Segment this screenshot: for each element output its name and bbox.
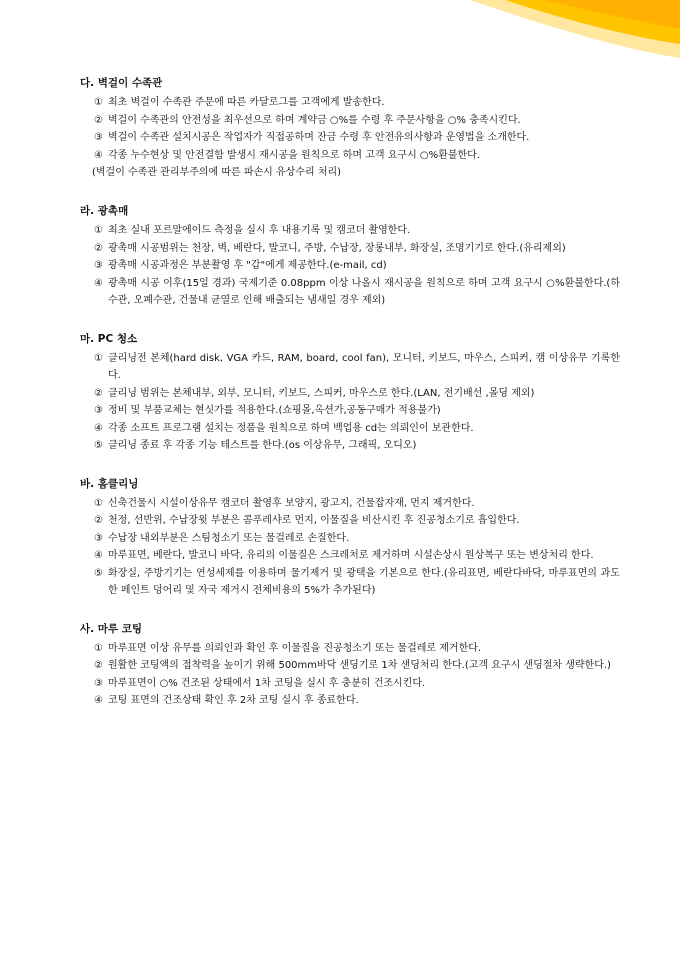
item-text: 마루표면 이상 유무를 의뢰인과 확인 후 이물질을 진공청소기 또는 물걸레로 제거한다. bbox=[108, 642, 482, 654]
item-number: ③ bbox=[94, 260, 103, 271]
item-number: ④ bbox=[94, 550, 103, 561]
item-number: ② bbox=[94, 515, 103, 526]
list-item bbox=[80, 692, 620, 710]
item-text: 벽걸이 수족관 설치시공은 작업자가 직접공하며 잔금 수령 후 안전유의사항과 운영법을 소개한다. bbox=[108, 132, 530, 143]
section bbox=[80, 74, 620, 182]
corner-swoosh-decoration bbox=[0, 0, 680, 60]
item-number: ③ bbox=[94, 677, 103, 689]
list-item bbox=[80, 420, 620, 438]
item-number: ① bbox=[94, 497, 103, 509]
section bbox=[80, 620, 620, 710]
item-text: 광촉매 시공 이후(15일 경과) 국제기준 0.08ppm 이상 나올시 재시공을 원칙으로 하며 고객 요구시 ○%환불한다.(하수관, 오폐수관, 건물내 균열로 인해 배출되는 냄새일 경우 제외) bbox=[108, 277, 620, 306]
item-number: ② bbox=[94, 387, 103, 399]
section-title: 바. 홈클리닝 bbox=[80, 477, 139, 490]
list-item bbox=[80, 657, 620, 675]
item-text: 화장실, 주방기기는 연성세제를 이용하며 물기제거 및 광택을 기본으로 한다.(유리표면, 베란다바닥, 마루표면의 과도한 페인트 덩어리 및 자국 제거시 전체비용의 5%가 추가된다) bbox=[108, 567, 620, 596]
list-item bbox=[80, 402, 620, 420]
list-item bbox=[80, 222, 620, 240]
item-text: 클리닝 범위는 본체내부, 외부, 모니터, 키보드, 스피커, 마우스로 한다.(LAN, 전기배선 ,몰딩 제외) bbox=[108, 387, 535, 399]
list-item bbox=[80, 495, 620, 513]
item-text: 광촉매 시공범위는 천장, 벽, 베란다, 발코니, 주방, 수납장, 장롱내부, 화장실, 조명기기로 한다.(유리제외) bbox=[108, 242, 566, 254]
item-number: ③ bbox=[94, 132, 103, 143]
item-number: ④ bbox=[94, 277, 103, 289]
item-text: 최초 실내 포르말에이드 측정을 실시 후 내용기록 및 캠코더 촬영한다. bbox=[108, 225, 411, 236]
item-text: 정비 및 부품교체는 현싯가를 적용한다.(쇼핑몰,옥션가,공동구매가 적용불가) bbox=[108, 405, 441, 416]
item-number: ① bbox=[94, 642, 103, 654]
list-item bbox=[80, 437, 620, 455]
item-text: 클리닝전 본체(hard disk, VGA 카드, RAM, board, cool fan), 모니터, 키보드, 마우스, 스피커, 캠 이상유무 기록한다. bbox=[108, 352, 620, 381]
section bbox=[80, 330, 620, 455]
document-body bbox=[80, 74, 620, 730]
item-text: 신축건물시 시설이상유무 캠코더 촬영후 보양지, 광고지, 건물잡자재, 먼지 제거한다. bbox=[108, 497, 475, 509]
list-item bbox=[80, 565, 620, 600]
item-number: ① bbox=[94, 97, 103, 108]
list-item bbox=[80, 275, 620, 310]
item-text: 각종 소프트 프로그램 설치는 정품을 원칙으로 하며 백업용 cd는 의뢰인이 보관한다. bbox=[108, 422, 474, 434]
item-number: ③ bbox=[94, 532, 103, 544]
item-text: 코팅 표면의 건조상태 확인 후 2차 코팅 실시 후 종료한다. bbox=[108, 695, 359, 706]
section-title: 사. 마루 코팅 bbox=[80, 622, 143, 635]
item-text: 최초 벽걸이 수족관 주문에 따른 카달로그를 고객에게 발송한다. bbox=[108, 97, 385, 108]
item-text: 마루표면, 베란다, 발코니 바닥, 유리의 이물질은 스크레처로 제거하며 시설손상시 원상복구 또는 변상처리 한다. bbox=[108, 550, 594, 561]
item-number: ② bbox=[94, 660, 103, 671]
section-title: 다. 벽걸이 수족관 bbox=[80, 77, 163, 89]
list-item bbox=[80, 94, 620, 112]
item-text: 각종 누수현상 및 안전결함 발생시 재시공을 원칙으로 하며 고객 요구시 ○%환불한다. bbox=[108, 149, 480, 161]
section-title: 마. PC 청소 bbox=[80, 332, 138, 345]
section bbox=[80, 202, 620, 310]
list-item bbox=[80, 240, 620, 258]
item-text: 원활한 코팅액의 접착력을 높이기 위해 500mm바닥 샌딩기로 1차 샌딩처리 한다.(고객 요구시 샌딩절차 생략한다.) bbox=[108, 660, 611, 671]
item-number: ② bbox=[94, 242, 103, 254]
item-number: ④ bbox=[94, 149, 103, 161]
item-number: ② bbox=[94, 114, 103, 126]
item-number: ① bbox=[94, 225, 103, 236]
list-item bbox=[80, 147, 620, 165]
list-item bbox=[80, 257, 620, 275]
list-item bbox=[80, 530, 620, 548]
section bbox=[80, 475, 620, 600]
item-number: ⑤ bbox=[94, 440, 103, 451]
list-item bbox=[80, 640, 620, 658]
item-number: ⑤ bbox=[94, 567, 103, 579]
section-title: 라. 광촉매 bbox=[80, 205, 129, 217]
section-note: (벽걸이 수족관 관리부주의에 따른 파손시 유상수리 처리) bbox=[92, 167, 342, 178]
item-text: 마루표면이 ○% 건조된 상태에서 1차 코팅을 실시 후 충분히 건조시킨다. bbox=[108, 677, 426, 689]
item-text: 수납장 내외부분은 스팀청소기 또는 물걸레로 손질한다. bbox=[108, 532, 350, 544]
item-number: ④ bbox=[94, 695, 103, 706]
item-text: 천정, 선반위, 수납장윗 부분은 콤푸레샤로 먼지, 이물질을 비산시킨 후 진공청소기로 흡입한다. bbox=[108, 515, 520, 526]
item-text: 벽걸이 수족관의 안전성을 최우선으로 하며 계약금 ○%를 수령 후 주문사항을 ○% 충족시킨다. bbox=[108, 114, 521, 126]
list-item bbox=[80, 350, 620, 385]
item-text: 클리닝 종료 후 각종 기능 테스트를 한다.(os 이상유무, 그래픽, 오디오) bbox=[108, 440, 417, 451]
item-number: ③ bbox=[94, 405, 103, 416]
list-item bbox=[80, 675, 620, 693]
list-item bbox=[80, 129, 620, 147]
list-item bbox=[80, 547, 620, 565]
item-number: ④ bbox=[94, 422, 103, 434]
list-item bbox=[80, 385, 620, 403]
list-item bbox=[80, 512, 620, 530]
item-number: ① bbox=[94, 352, 103, 364]
item-text: 광촉매 시공과정은 부분촬영 후 "갑"에게 제공한다.(e-mail, cd) bbox=[108, 260, 387, 271]
list-item bbox=[80, 112, 620, 130]
